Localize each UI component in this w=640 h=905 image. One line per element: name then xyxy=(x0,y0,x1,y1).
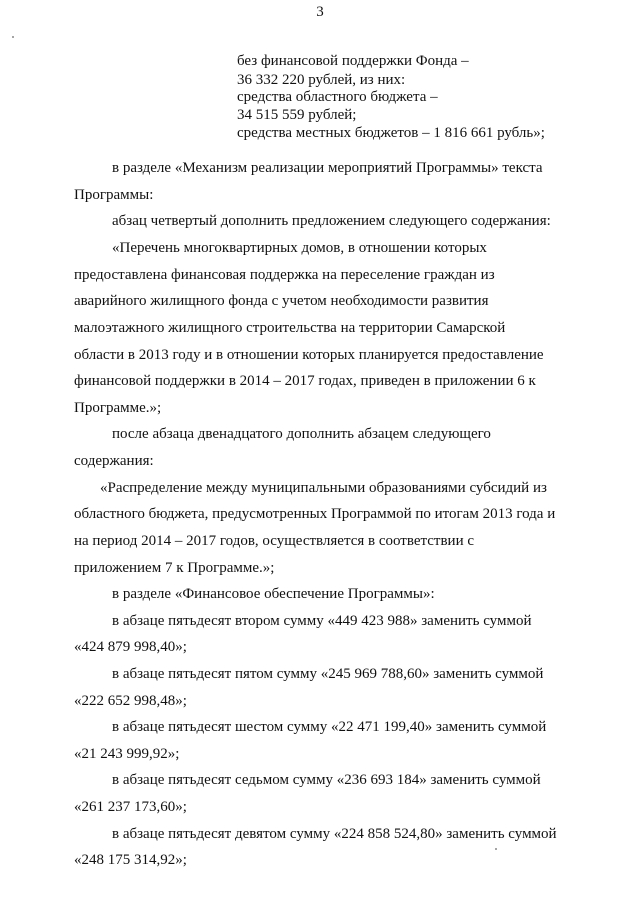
paragraph-line: области в 2013 году и в отношении которых планируется предоставление xyxy=(74,347,544,363)
paragraph-line: аварийного жилищного фонда с учетом необходимости развития xyxy=(74,293,489,309)
paragraph-line: «21 243 999,92»; xyxy=(74,746,180,762)
paragraph-line: «261 237 173,60»; xyxy=(74,799,187,815)
paragraph-line: в абзаце пятьдесят девятом сумму «224 858 524,80» заменить суммой xyxy=(112,826,557,842)
paragraph-line: в абзаце пятьдесят седьмом сумму «236 693 184» заменить суммой xyxy=(112,772,541,788)
paragraph-line: предоставлена финансовая поддержка на переселение граждан из xyxy=(74,267,495,283)
page-number: 3 xyxy=(316,4,324,20)
paragraph-line: «Перечень многоквартирных домов, в отношении которых xyxy=(112,240,487,256)
paragraph-line: Программы: xyxy=(74,187,154,203)
top-block-line-3: средства областного бюджета – xyxy=(237,89,438,105)
top-block-line-5: средства местных бюджетов – 1 816 661 рубль»; xyxy=(237,125,545,141)
paragraph-line: «222 652 998,48»; xyxy=(74,693,187,709)
paragraph-line: малоэтажного жилищного строительства на территории Самарской xyxy=(74,320,506,336)
paragraph-line: приложением 7 к Программе.»; xyxy=(74,560,275,576)
paragraph-line: областного бюджета, предусмотренных Программой по итогам 2013 года и xyxy=(74,506,556,522)
paragraph-line: «424 879 998,40»; xyxy=(74,639,187,655)
paragraph-line: «248 175 314,92»; xyxy=(74,852,187,868)
top-block-line-4: 34 515 559 рублей; xyxy=(237,107,357,123)
paragraph-line: в абзаце пятьдесят пятом сумму «245 969 788,60» заменить суммой xyxy=(112,666,544,682)
paragraph-line: абзац четвертый дополнить предложением следующего содержания: xyxy=(112,213,551,229)
paragraph-line: после абзаца двенадцатого дополнить абзацем следующего xyxy=(112,426,491,442)
paragraph-line: на период 2014 – 2017 годов, осуществляется в соответствии с xyxy=(74,533,475,549)
paragraph-line: «Распределение между муниципальными образованиями субсидий из xyxy=(100,480,547,496)
top-block-line-2: 36 332 220 рублей, из них: xyxy=(237,72,406,88)
scan-speck xyxy=(12,36,14,38)
paragraph-line: Программе.»; xyxy=(74,400,162,416)
scan-speck xyxy=(495,848,497,850)
paragraph-line: в разделе «Финансовое обеспечение Программы»: xyxy=(112,586,435,602)
top-block-line-1: без финансовой поддержки Фонда – xyxy=(237,53,469,69)
paragraph-line: в абзаце пятьдесят шестом сумму «22 471 199,40» заменить суммой xyxy=(112,719,547,735)
paragraph-line: в абзаце пятьдесят втором сумму «449 423 988» заменить суммой xyxy=(112,613,532,629)
paragraph-line: финансовой поддержки в 2014 – 2017 годах, приведен в приложении 6 к xyxy=(74,373,536,389)
paragraph-line: в разделе «Механизм реализации мероприятий Программы» текста xyxy=(112,160,543,176)
paragraph-line: содержания: xyxy=(74,453,154,469)
